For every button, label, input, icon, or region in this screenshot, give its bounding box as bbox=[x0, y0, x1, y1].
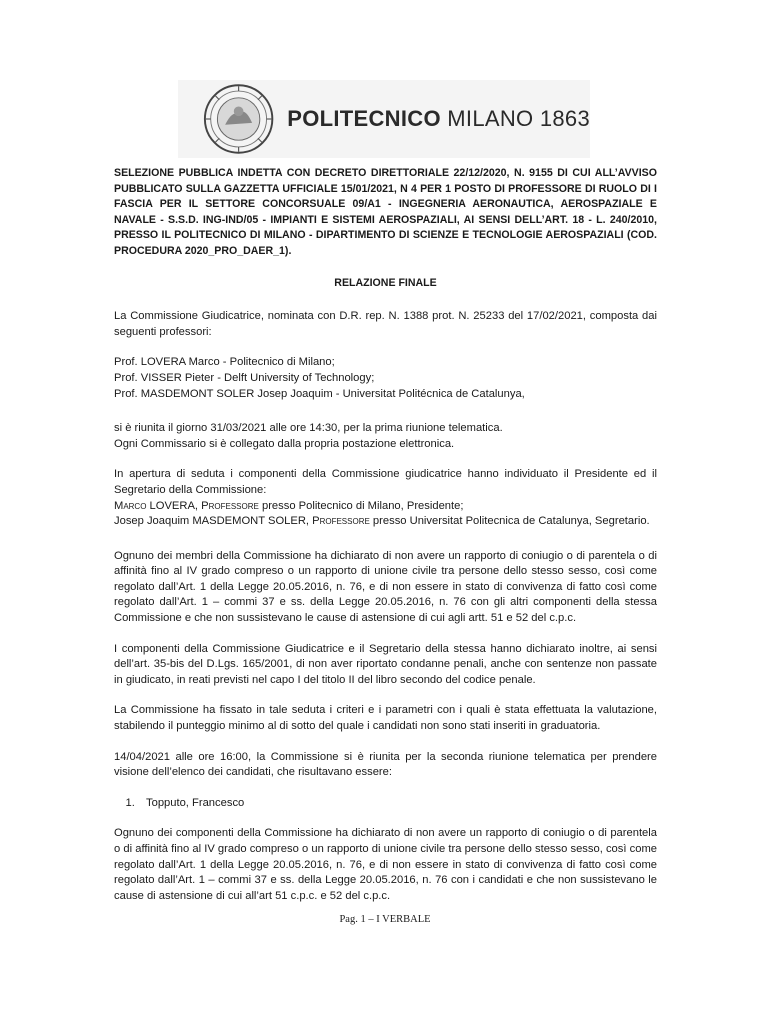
conflict-paragraph-1: Ognuno dei membri della Commissione ha dichiarato di non avere un rapporto di coniugio o di parentela o di affinità fino al IV grado compreso o un rapporto di unione civile tra persone dello stesso sesso, così come regolato dall’Art. 1 della Legge 20.05.2016, n. 76, e di non essere in stato di convivenza di fatto così come regolato dall’Art. 1 – commi 37 e ss. della Legge 20.05.2016, n. 76 con gli altri componenti della stessa Commissione e che non sussistevano le cause di astensione di cui agli artt. 51 e 52 del c.p.c. bbox=[114, 549, 657, 625]
president-role: Professore bbox=[201, 499, 259, 512]
meeting1-line1: si è riunita il giorno 31/03/2021 alle ore 14:30, per la prima riunione telematica. bbox=[114, 422, 503, 435]
member-item: Prof. MASDEMONT SOLER Josep Joaquim - Universitat Politécnica de Catalunya, bbox=[114, 387, 525, 400]
document-body bbox=[114, 166, 657, 919]
president-surname: LOVERA, bbox=[146, 499, 202, 512]
logo-text bbox=[287, 106, 590, 132]
president-firstname: Marco bbox=[114, 499, 147, 512]
university-seal-icon bbox=[202, 81, 275, 157]
meeting2-paragraph: 14/04/2021 alle ore 16:00, la Commissione si è riunita per la seconda riunione telematica per prendere visione dell’elenco dei candidati, che risultavano essere: bbox=[114, 750, 657, 779]
president-secretary bbox=[114, 467, 657, 529]
candidates-list bbox=[114, 796, 657, 812]
section-heading: RELAZIONE FINALE bbox=[334, 276, 437, 289]
candidate-item: 1. Topputo, Francesco bbox=[138, 796, 657, 812]
document-title: SELEZIONE PUBBLICA INDETTA CON DECRETO DIRETTORIALE 22/12/2020, N. 9155 DI CUI ALL’AVVISO PUBBLICATO SULLA GAZZETTA UFFICIALE 15/01/2021, N 4 PER 1 POSTO DI PROFESSORE DI RUOLO DI I FASCIA PER IL SETTORE CONCORSUALE 09/A1 - INGEGNERIA AERONAUTICA, AEROSPAZIALE E NAVALE - S.S.D. ING-IND/05 - IMPIANTI E SISTEMI AEROSPAZIALI, AI SENSI DELL’ART. 18 - L. 240/2010, PRESSO IL POLITECNICO DI MILANO - DIPARTIMENTO DI SCIENZE E TECNOLOGIE AEROSPAZIALI (COD. PROCEDURA 2020_PRO_DAER_1). bbox=[114, 167, 657, 257]
page-footer: Pag. 1 – I VERBALE bbox=[339, 914, 431, 925]
member-item: Prof. LOVERA Marco - Politecnico di Milano; bbox=[114, 356, 335, 369]
logo-text-bold: POLITECNICO bbox=[287, 106, 441, 131]
member-item: Prof. VISSER Pieter - Delft University of Technology; bbox=[114, 371, 375, 384]
meeting1-line2: Ogni Commissario si è collegato dalla propria postazione elettronica. bbox=[114, 437, 455, 450]
secretary-name: Josep Joaquim MASDEMONT SOLER, bbox=[114, 515, 313, 528]
secretary-detail: presso Universitat Politecnica de Catalunya, Segretario. bbox=[369, 515, 650, 528]
intro-paragraph: La Commissione Giudicatrice, nominata con D.R. rep. N. 1388 prot. N. 25233 del 17/02/2021, composta dai seguenti professori: bbox=[114, 310, 657, 338]
criteria-paragraph: La Commissione ha fissato in tale seduta i criteri e i parametri con i quali è stata effettuata la valutazione, stabilendo il punteggio minimo al di sotto del quale i candidati non sono stati inseriti in graduatoria. bbox=[114, 704, 657, 733]
secretary-line bbox=[114, 514, 657, 530]
conflict-paragraph-2: Ognuno dei componenti della Commissione ha dichiarato di non avere un rapporto di coniugio o di parentela o di affinità fino al IV grado compreso o un rapporto di unione civile tra persone dello stesso sesso, così come regolato dall’Art. 1 della Legge 20.05.2016, n. 76, e di non essere in stato di convivenza di fatto così come regolato dall’Art. 1 – commi 37 e ss. della Legge 20.05.2016, n. 76 con i candidati e che non sussistevano le cause di astensione di cui all’art 51 c.p.c. e 52 del c.p.c. bbox=[114, 827, 657, 902]
secretary-role: Professore bbox=[312, 515, 370, 528]
president-detail: presso Politecnico di Milano, Presidente; bbox=[258, 499, 464, 512]
first-meeting bbox=[114, 421, 657, 452]
logo-text-light: MILANO 1863 bbox=[447, 106, 590, 131]
header-logo bbox=[178, 80, 590, 158]
convictions-paragraph: I componenti della Commissione Giudicatrice e il Segretario della stessa hanno dichiarato inoltre, ai sensi dell’art. 35-bis del D.Lgs. 165/2001, di non aver riportato condanne penali, anche con sentenze non passate in giudicato, in reati previsti nel capo I del titolo II del libro secondo del codice penale. bbox=[114, 642, 657, 686]
members-list bbox=[114, 355, 657, 402]
apertura-paragraph: In apertura di seduta i componenti della Commissione giudicatrice hanno individuato il Presidente ed il Segretario della Commissione: bbox=[114, 468, 657, 496]
president-line bbox=[114, 499, 657, 515]
